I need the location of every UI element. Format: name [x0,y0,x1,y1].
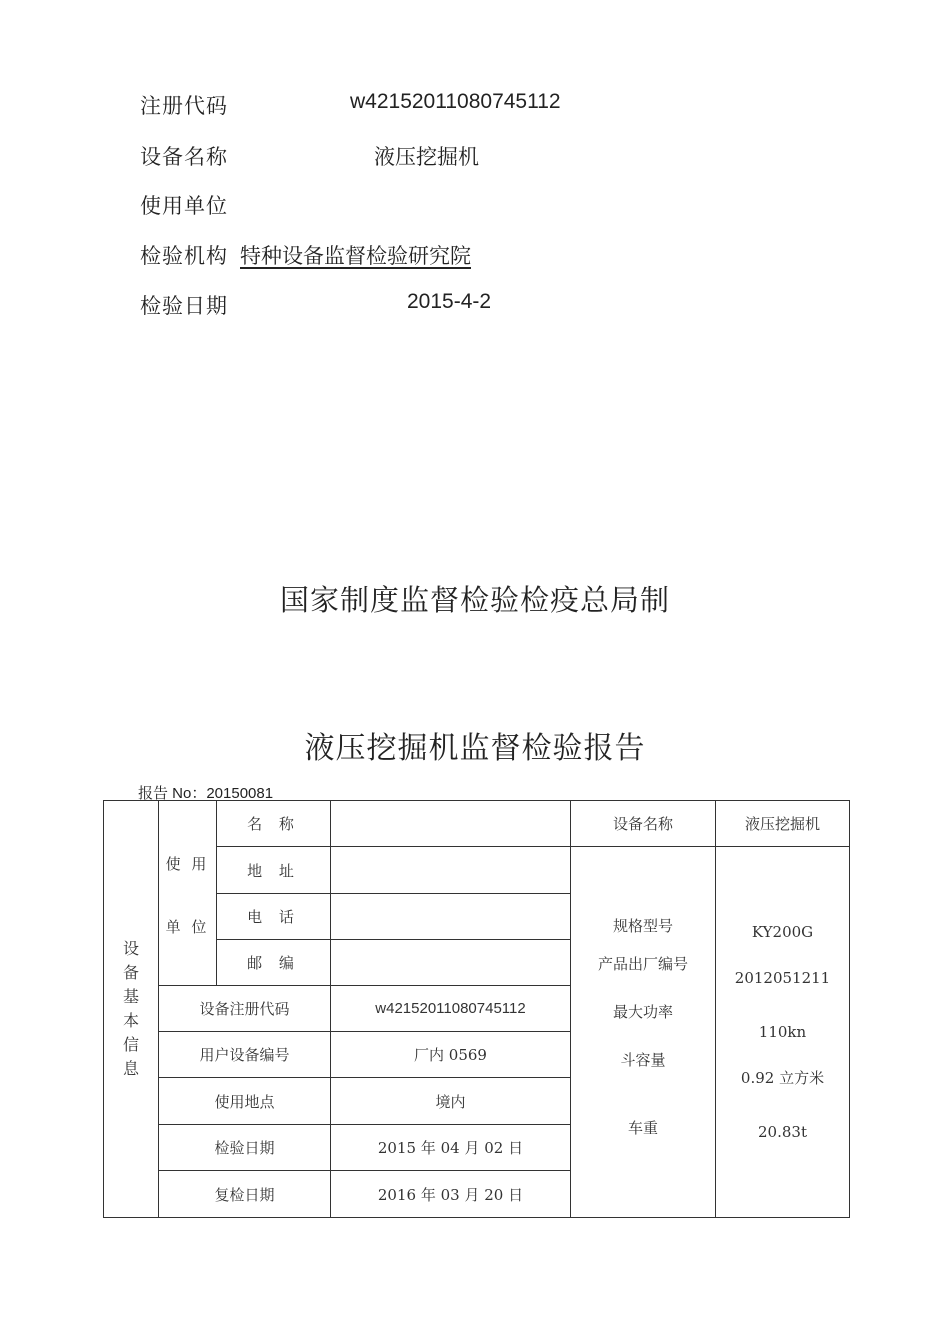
cover-device-name-value: 液压挖掘机 [374,145,479,169]
postcode-value [331,940,571,986]
reg-code-value: w42152011080745112 [331,986,571,1032]
address-value [331,847,571,894]
specs-labels [571,847,716,1218]
cover-user-unit-label: 使用单位 [140,194,228,218]
user-unit-group-label: 使 用 单 位 [159,801,217,986]
recheck-date-value: 2016 年 03 月 20 日 [331,1171,571,1218]
user-device-no-label: 用户设备编号 [159,1032,331,1078]
inspect-date-value: 2015 年 04 月 02 日 [331,1125,571,1171]
location-label: 使用地点 [159,1078,331,1125]
inspect-date-label: 检验日期 [159,1125,331,1171]
device-basic-info-group-label: 设 备 基 本 信 息 [104,801,159,1218]
spec-label-serial: 产品出厂编号 [597,955,688,973]
report-title: 液压挖掘机监督检验报告 [304,731,646,766]
spec-value-bucket: 0.92 立方米 [740,1069,825,1087]
spec-value-model: KY200G [751,923,814,941]
reg-code-label: 设备注册代码 [159,986,331,1032]
cover-reg-code-value: w42152011080745112 [350,90,561,113]
cover-inspector-label: 检验机构 [140,244,228,268]
name-value [331,801,571,847]
cover-reg-code-label: 注册代码 [140,94,228,118]
spec-label-weight: 车重 [627,1119,658,1137]
spec-value-serial: 2012051211 [734,969,831,987]
device-name-value: 液压挖掘机 [716,801,850,847]
device-basic-info-table [103,800,850,1218]
name-label: 名 称 [217,801,331,847]
device-name-label: 设备名称 [571,801,716,847]
postcode-label: 邮 编 [217,940,331,986]
spec-label-model: 规格型号 [612,917,673,935]
cover-inspect-date-label: 检验日期 [140,294,228,318]
spec-value-weight: 20.83t [758,1123,807,1141]
location-value: 境内 [331,1078,571,1125]
cover-inspector-value: 特种设备监督检验研究院 [240,244,471,268]
phone-label: 电 话 [217,894,331,940]
spec-label-power: 最大功率 [612,1003,673,1021]
spec-value-power: 110kn [758,1023,807,1041]
recheck-date-label: 复检日期 [159,1171,331,1218]
specs-values [716,847,850,1218]
spec-label-bucket: 斗容量 [620,1051,666,1069]
address-label: 地 址 [217,847,331,894]
phone-value [331,894,571,940]
cover-device-name-label: 设备名称 [140,145,228,169]
cover-inspect-date-value: 2015-4-2 [407,290,492,313]
report-number: 报告 No：20150081 [138,785,274,802]
user-device-no-value: 厂内 0569 [331,1032,571,1078]
issuing-authority: 国家制度监督检验检疫总局制 [279,583,670,617]
